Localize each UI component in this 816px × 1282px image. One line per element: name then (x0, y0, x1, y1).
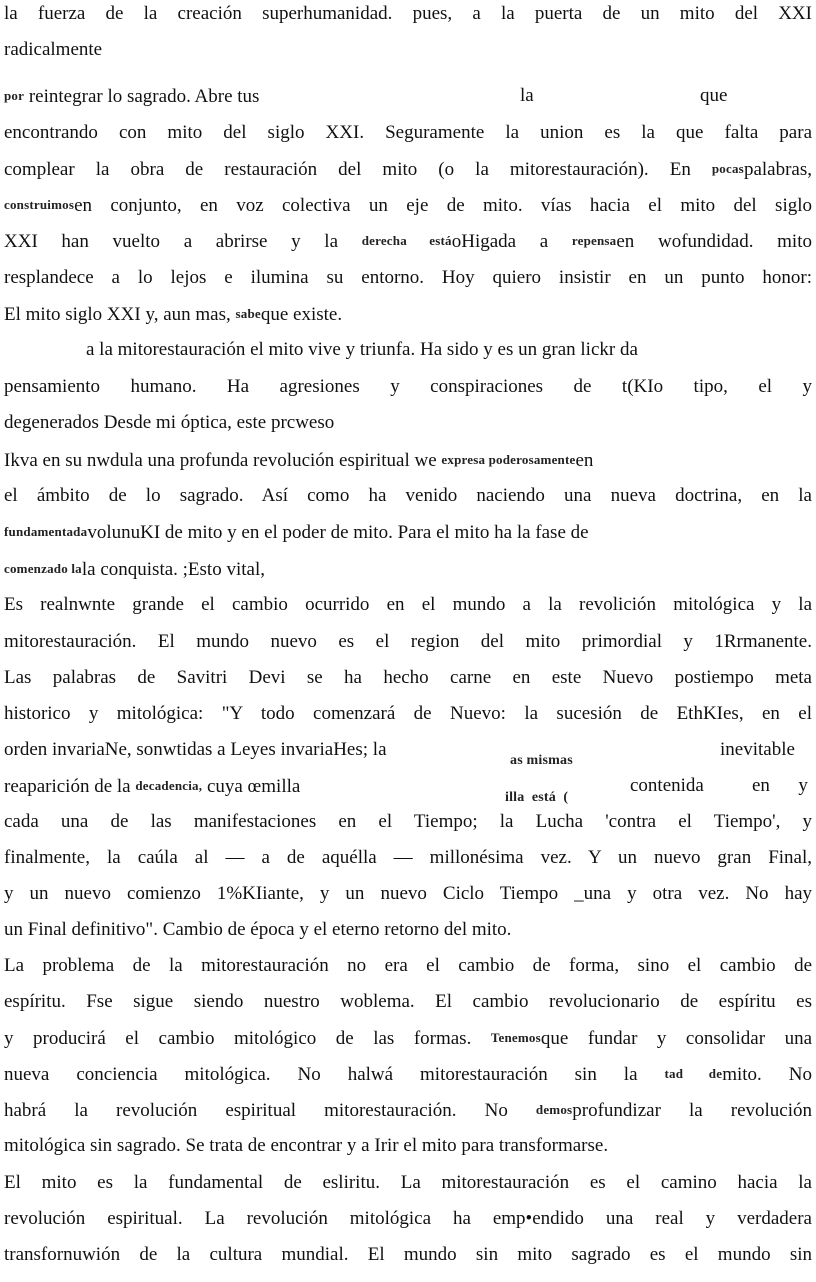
text-line (4, 302, 812, 326)
text-segment: transfornuwión de la cultura mundial. El mundo sin mito sagrado es el mundo sin (4, 1244, 812, 1265)
scanned-fragment: sabe (235, 306, 261, 321)
text-segment: Ikva en su nwdula una profunda revolución espiritual we (4, 450, 442, 471)
text-segment: mito. No (722, 1064, 812, 1085)
text-segment: mitológica sin sagrado. Se trata de encontrar y a Irir el mito para transformarse. (4, 1135, 609, 1156)
text-line (4, 810, 812, 834)
text-line (4, 1062, 812, 1086)
text-segment: palabras, (743, 159, 812, 180)
text-line (4, 593, 812, 617)
floating-word-que: que (700, 85, 728, 106)
text-line (4, 1026, 812, 1050)
text-segment: revolución espiritual. La revolución mitológica ha emp•endido una real y verdadera (4, 1208, 812, 1229)
floating-fragment-as-mismas: as mismas (510, 753, 573, 768)
text-line (4, 38, 812, 62)
text-line (4, 990, 812, 1014)
scanned-fragment: Tenemos (490, 1030, 541, 1045)
floating-word-inevitable: inevitable (720, 739, 795, 760)
text-segment: nueva conciencia mitológica. No halwá mitorestauración sin la (4, 1064, 665, 1085)
scanned-fragment: expresa poderosamente (441, 452, 576, 467)
text-segment: un Final definitivo". Cambio de época y el eterno retorno del mito. (4, 919, 512, 940)
text-segment: habrá la revolución espiritual mitorestauración. No (4, 1100, 536, 1121)
text-segment: reaparición de la (4, 776, 136, 797)
floating-fragment-illa-esta: illa está ( (505, 790, 569, 805)
text-segment: finalmente, la caúla al — a de aquélla — millonésima vez. Y un nuevo gran Final, (4, 847, 812, 868)
scanned-fragment: pocas (711, 161, 744, 176)
text-segment: reintegrar lo sagrado. Abre tus (24, 86, 260, 107)
text-segment: cuya œmilla (202, 776, 301, 797)
text-line (4, 630, 812, 654)
text-segment: que existe. (260, 304, 343, 325)
text-segment: que fundar y consolidar una (540, 1028, 812, 1049)
text-line (4, 702, 812, 726)
text-line (4, 193, 812, 217)
floating-word-contenida: contenida (630, 775, 704, 796)
text-segment: pensamiento humano. Ha agresiones y conspiraciones de t(KIo tipo, el y (4, 376, 812, 397)
text-segment: a la mitorestauración el mito vive y triunfa. Ha sido y es un gran lickr da (86, 339, 638, 360)
text-segment: el ámbito de lo sagrado. Así como ha venido naciendo una nueva doctrina, en la (4, 485, 812, 506)
text-line (4, 157, 812, 181)
text-segment: la fuerza de la creación superhumanidad. pues, a la puerta de un mito del XXI (4, 3, 812, 24)
text-line (4, 448, 812, 472)
text-line (4, 918, 812, 942)
text-segment: cada una de las manifestaciones en el Tiempo; la Lucha 'contra el Tiempo', y (4, 811, 812, 832)
text-line (4, 484, 812, 508)
text-segment: y producirá el cambio mitológico de las formas. (4, 1028, 491, 1049)
text-line (4, 2, 812, 26)
scanned-fragment: por (4, 88, 25, 103)
text-line (4, 666, 812, 690)
text-segment: El mito es la fundamental de esliritu. La mitorestauración es el camino hacia la (4, 1172, 812, 1193)
scanned-fragment: construimos (4, 197, 75, 212)
text-segment: radicalmente (4, 39, 103, 60)
scanned-fragment: tad de (664, 1066, 723, 1081)
text-line (4, 411, 812, 435)
text-line (4, 1243, 812, 1267)
text-line (4, 1098, 812, 1122)
text-segment: encontrando con mito del siglo XXI. Seguramente la union es la que falta para (4, 122, 812, 143)
scanned-fragment: demos (535, 1102, 573, 1117)
text-line (4, 738, 812, 762)
text-line (4, 1207, 812, 1231)
text-segment: resplandece a lo lejos e ilumina su entorno. Hoy quiero insistir en un punto honor: (4, 267, 812, 288)
text-segment: en (575, 450, 594, 471)
text-line (4, 1171, 812, 1195)
scanned-fragment: comenzado la (4, 561, 82, 576)
scanned-fragment: derecha está (361, 233, 452, 248)
text-line (4, 520, 812, 544)
text-segment: y un nuevo comienzo 1%KIiante, y un nuevo Ciclo Tiempo _una y otra vez. No hay (4, 883, 812, 904)
text-line (4, 882, 812, 906)
text-segment: Las palabras de Savitri Devi se ha hecho carne en este Nuevo postiempo meta (4, 667, 812, 688)
text-segment: complear la obra de restauración del mito (o la mitorestauración). En (4, 159, 712, 180)
text-segment: Es realnwnte grande el cambio ocurrido en el mundo a la revolición mitológica y la (4, 594, 812, 615)
text-segment: en conjunto, en voz colectiva un eje de mito. vías hacia el mito del siglo (74, 195, 812, 216)
scanned-fragment: decadencia, (135, 778, 203, 793)
text-segment: XXI han vuelto a abrirse y la (4, 231, 362, 252)
floating-words-en-y: en y (752, 775, 808, 796)
text-line (4, 121, 812, 145)
scanned-fragment: fundamentada (4, 524, 88, 539)
text-line (4, 266, 812, 290)
text-segment: espíritu. Fse sigue siendo nuestro woblema. El cambio revolucionario de espíritu es (4, 991, 812, 1012)
text-segment: volunuKI de mito y en el poder de mito. Para el mito ha la fase de (87, 522, 589, 543)
text-line (4, 84, 812, 108)
text-line (4, 846, 812, 870)
scanned-fragment: repensa (571, 233, 617, 248)
text-line (4, 375, 812, 399)
text-line (4, 229, 812, 253)
text-segment: El mito siglo XXI y, aun mas, (4, 304, 236, 325)
text-segment: La problema de la mitorestauración no era el cambio de forma, sino el cambio de (4, 955, 812, 976)
text-line (86, 338, 812, 362)
text-segment: oHigada a (451, 231, 572, 252)
text-line (4, 1134, 812, 1158)
text-segment: degenerados Desde mi óptica, este prcweso (4, 412, 335, 433)
text-line (4, 954, 812, 978)
text-segment: profundizar la revolución (572, 1100, 812, 1121)
floating-word-la: la (520, 85, 534, 106)
text-line (4, 557, 812, 581)
text-segment: orden invariaNe, sonwtidas a Leyes invariaHes; la (4, 739, 387, 760)
text-segment: mitorestauración. El mundo nuevo es el region del mito primordial y 1Rrmanente. (4, 631, 812, 652)
text-segment: en wofundidad. mito (616, 231, 812, 252)
text-segment: la conquista. ;Esto vital, (81, 559, 265, 580)
text-segment: historico y mitológica: "Y todo comenzará de Nuevo: la sucesión de EthKIes, en el (4, 703, 812, 724)
